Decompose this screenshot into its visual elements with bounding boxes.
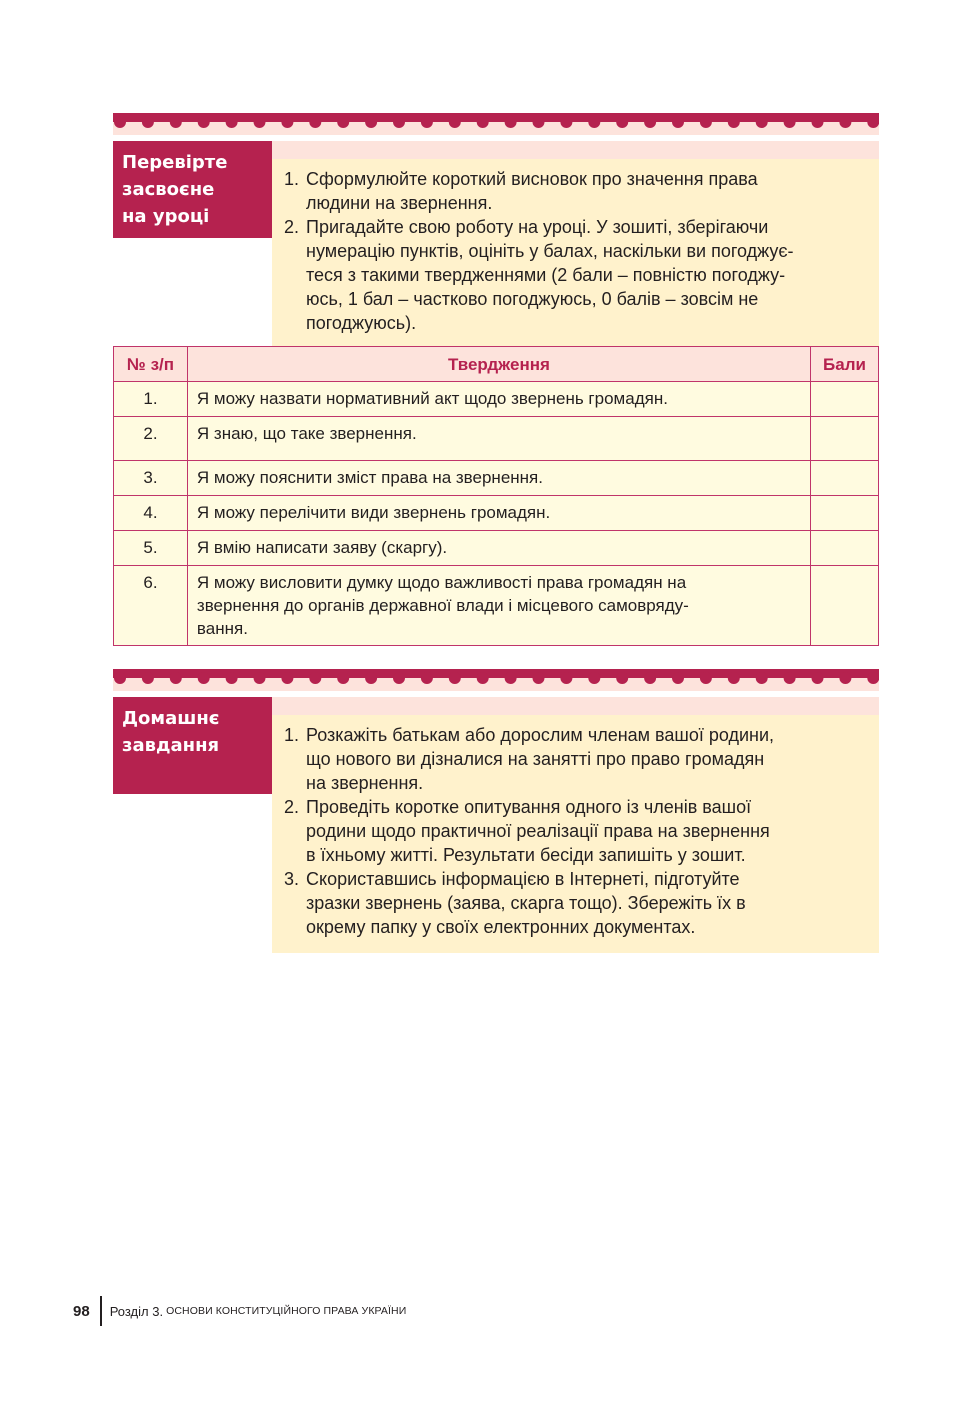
- statement-line: Я вмію написати заяву (скаргу).: [196, 538, 448, 557]
- statement-line: Я можу назвати нормативний акт щодо звернень громадян.: [196, 389, 668, 408]
- row-number: 4.: [114, 496, 188, 531]
- scallop-dot: [281, 116, 293, 128]
- row-statement: [187, 496, 810, 531]
- scallop-dot: [784, 116, 796, 128]
- scallop-dot: [728, 672, 740, 684]
- check-label-line: Перевірте: [122, 152, 228, 173]
- scallop-dot: [309, 116, 321, 128]
- homework-list: [272, 723, 879, 939]
- scallop-dot: [812, 116, 824, 128]
- check-label-line: засвоєне: [122, 179, 215, 200]
- row-statement: [187, 417, 810, 461]
- score-cell[interactable]: [811, 417, 879, 461]
- check-item-line: людини на звернення.: [306, 193, 493, 213]
- scallop-dot: [170, 116, 182, 128]
- statement-line: Я знаю, що таке звернення.: [196, 424, 417, 443]
- scallop-dot: [700, 116, 712, 128]
- self-assessment-table: [113, 346, 879, 646]
- homework-label-line: завдання: [122, 735, 220, 756]
- homework-item-number: 3.: [284, 869, 300, 889]
- row-number: 5.: [114, 531, 188, 566]
- scallop-dot: [170, 672, 182, 684]
- homework-item-line: Проведіть коротке опитування одного із членів вашої: [306, 797, 752, 817]
- score-cell[interactable]: [811, 382, 879, 417]
- row-number: 1.: [114, 382, 188, 417]
- scallop-dot: [812, 672, 824, 684]
- row-statement: [187, 461, 810, 496]
- scallop-dot: [477, 672, 489, 684]
- scallop-dot: [393, 116, 405, 128]
- header-statement: Твердження: [187, 347, 810, 382]
- table-row: [114, 531, 879, 566]
- scallop-dot: [365, 116, 377, 128]
- chapter-name: ОСНОВИ КОНСТИТУЦІЙНОГО ПРАВА УКРАЇНИ: [166, 1305, 407, 1317]
- scallop-dot: [644, 116, 656, 128]
- scallop-dot: [254, 116, 266, 128]
- score-cell[interactable]: [811, 566, 879, 646]
- scallop-dot: [198, 116, 210, 128]
- table-row: [114, 417, 879, 461]
- homework-section-panel: [272, 697, 879, 953]
- scallop-dot: [867, 672, 879, 684]
- scallop-dot: [616, 116, 628, 128]
- homework-item-line: окрему папку у своїх електронних документах.: [306, 917, 696, 937]
- scallop-dot: [114, 672, 126, 684]
- scallop-dot: [421, 672, 433, 684]
- check-item-line: погоджуюсь).: [306, 313, 417, 333]
- table-row: [114, 382, 879, 417]
- scallop-dot: [588, 672, 600, 684]
- scallop-dot: [616, 672, 628, 684]
- row-statement: [187, 531, 810, 566]
- homework-item-3: [284, 867, 865, 939]
- scallop-dot: [839, 116, 851, 128]
- band-scallops: [113, 669, 879, 691]
- statement-line: вання.: [196, 619, 248, 638]
- decorative-band-top: [113, 113, 879, 135]
- score-cell[interactable]: [811, 496, 879, 531]
- scallop-dot: [784, 672, 796, 684]
- scallop-dot: [198, 672, 210, 684]
- homework-item-2: [284, 795, 865, 867]
- check-list: [272, 167, 879, 335]
- check-item-line: Пригадайте свою роботу на уроці. У зошиті, зберігаючи: [306, 217, 769, 237]
- check-item-1: [284, 167, 865, 215]
- check-item-number: 2.: [284, 217, 300, 237]
- scallop-dot: [839, 672, 851, 684]
- chapter-label: Розділ 3.: [109, 1303, 164, 1319]
- check-item-number: 1.: [284, 169, 300, 189]
- table-row: [114, 496, 879, 531]
- row-statement: [187, 382, 810, 417]
- scallop-dot: [505, 116, 517, 128]
- table-row: [114, 461, 879, 496]
- scallop-dot: [337, 116, 349, 128]
- homework-item-line: родини щодо практичної реалізації права на звернення: [306, 821, 770, 841]
- page-footer: [73, 1296, 406, 1326]
- check-item-line: нумерацію пунктів, оцініть у балах, наскільки ви погоджує-: [306, 241, 794, 261]
- statement-line: Я можу пояснити зміст права на звернення.: [196, 468, 543, 487]
- decorative-band-bottom: [113, 669, 879, 691]
- homework-item-line: в їхньому житті. Результати бесіди запишіть у зошит.: [306, 845, 746, 865]
- scallop-dot: [337, 672, 349, 684]
- scallop-dot: [226, 116, 238, 128]
- row-number: 6.: [114, 566, 188, 646]
- check-item-line: юсь, 1 бал – частково погоджуюсь, 0 балів – зовсім не: [306, 289, 759, 309]
- scallop-dot: [533, 672, 545, 684]
- scallop-dot: [142, 116, 154, 128]
- scallop-dot: [365, 672, 377, 684]
- check-section-panel: [272, 141, 879, 346]
- row-number: 2.: [114, 417, 188, 461]
- scallop-dot: [421, 116, 433, 128]
- scallop-dot: [560, 672, 572, 684]
- page-number: 98: [73, 1302, 90, 1320]
- scallop-dot: [449, 672, 461, 684]
- statement-line: Я можу висловити думку щодо важливості права громадян на: [196, 573, 687, 592]
- scallop-dot: [728, 116, 740, 128]
- check-item-2: [284, 215, 865, 335]
- check-item-line: Сформулюйте короткий висновок про значення права: [306, 169, 758, 189]
- homework-item-line: що нового ви дізналися на занятті про право громадян: [306, 749, 765, 769]
- score-cell[interactable]: [811, 531, 879, 566]
- scallop-dot: [505, 672, 517, 684]
- table-header-row: [114, 347, 879, 382]
- scallop-dot: [672, 116, 684, 128]
- scallop-dot: [449, 116, 461, 128]
- scallop-dot: [142, 672, 154, 684]
- homework-label-line: Домашнє: [122, 708, 220, 729]
- score-cell[interactable]: [811, 461, 879, 496]
- check-item-line: теся з такими твердженнями (2 бали – повністю погоджу-: [306, 265, 786, 285]
- homework-item-number: 1.: [284, 725, 300, 745]
- row-number: 3.: [114, 461, 188, 496]
- scallop-dot: [756, 116, 768, 128]
- check-section-label: [113, 141, 272, 238]
- scallop-dot: [393, 672, 405, 684]
- scallop-dot: [309, 672, 321, 684]
- scallop-dot: [533, 116, 545, 128]
- scallop-dot: [114, 116, 126, 128]
- homework-section-label: [113, 697, 272, 794]
- header-score: Бали: [811, 347, 879, 382]
- scallop-dot: [560, 116, 572, 128]
- statement-line: Я можу перелічити види звернень громадян.: [196, 503, 551, 522]
- scallop-dot: [254, 672, 266, 684]
- statement-line: звернення до органів державної влади і місцевого самовряду-: [196, 596, 689, 615]
- scallop-dot: [588, 116, 600, 128]
- homework-item-line: на звернення.: [306, 773, 424, 793]
- homework-item-line: Скориставшись інформацією в Інтернеті, підготуйте: [306, 869, 740, 889]
- scallop-dot: [867, 116, 879, 128]
- scallop-dot: [756, 672, 768, 684]
- scallop-dot: [644, 672, 656, 684]
- header-number: № з/п: [114, 347, 188, 382]
- homework-item-line: зразки звернень (заява, скарга тощо). Збережіть їх в: [306, 893, 746, 913]
- table-row: [114, 566, 879, 646]
- row-statement: [187, 566, 810, 646]
- scallop-dot: [226, 672, 238, 684]
- check-label-line: на уроці: [122, 206, 210, 227]
- homework-item-1: [284, 723, 865, 795]
- scallop-dot: [477, 116, 489, 128]
- scallop-dot: [281, 672, 293, 684]
- homework-item-line: Розкажіть батькам або дорослим членам вашої родини,: [306, 725, 775, 745]
- footer-separator: [100, 1296, 102, 1326]
- band-scallops: [113, 113, 879, 135]
- scallop-dot: [700, 672, 712, 684]
- scallop-dot: [672, 672, 684, 684]
- homework-item-number: 2.: [284, 797, 300, 817]
